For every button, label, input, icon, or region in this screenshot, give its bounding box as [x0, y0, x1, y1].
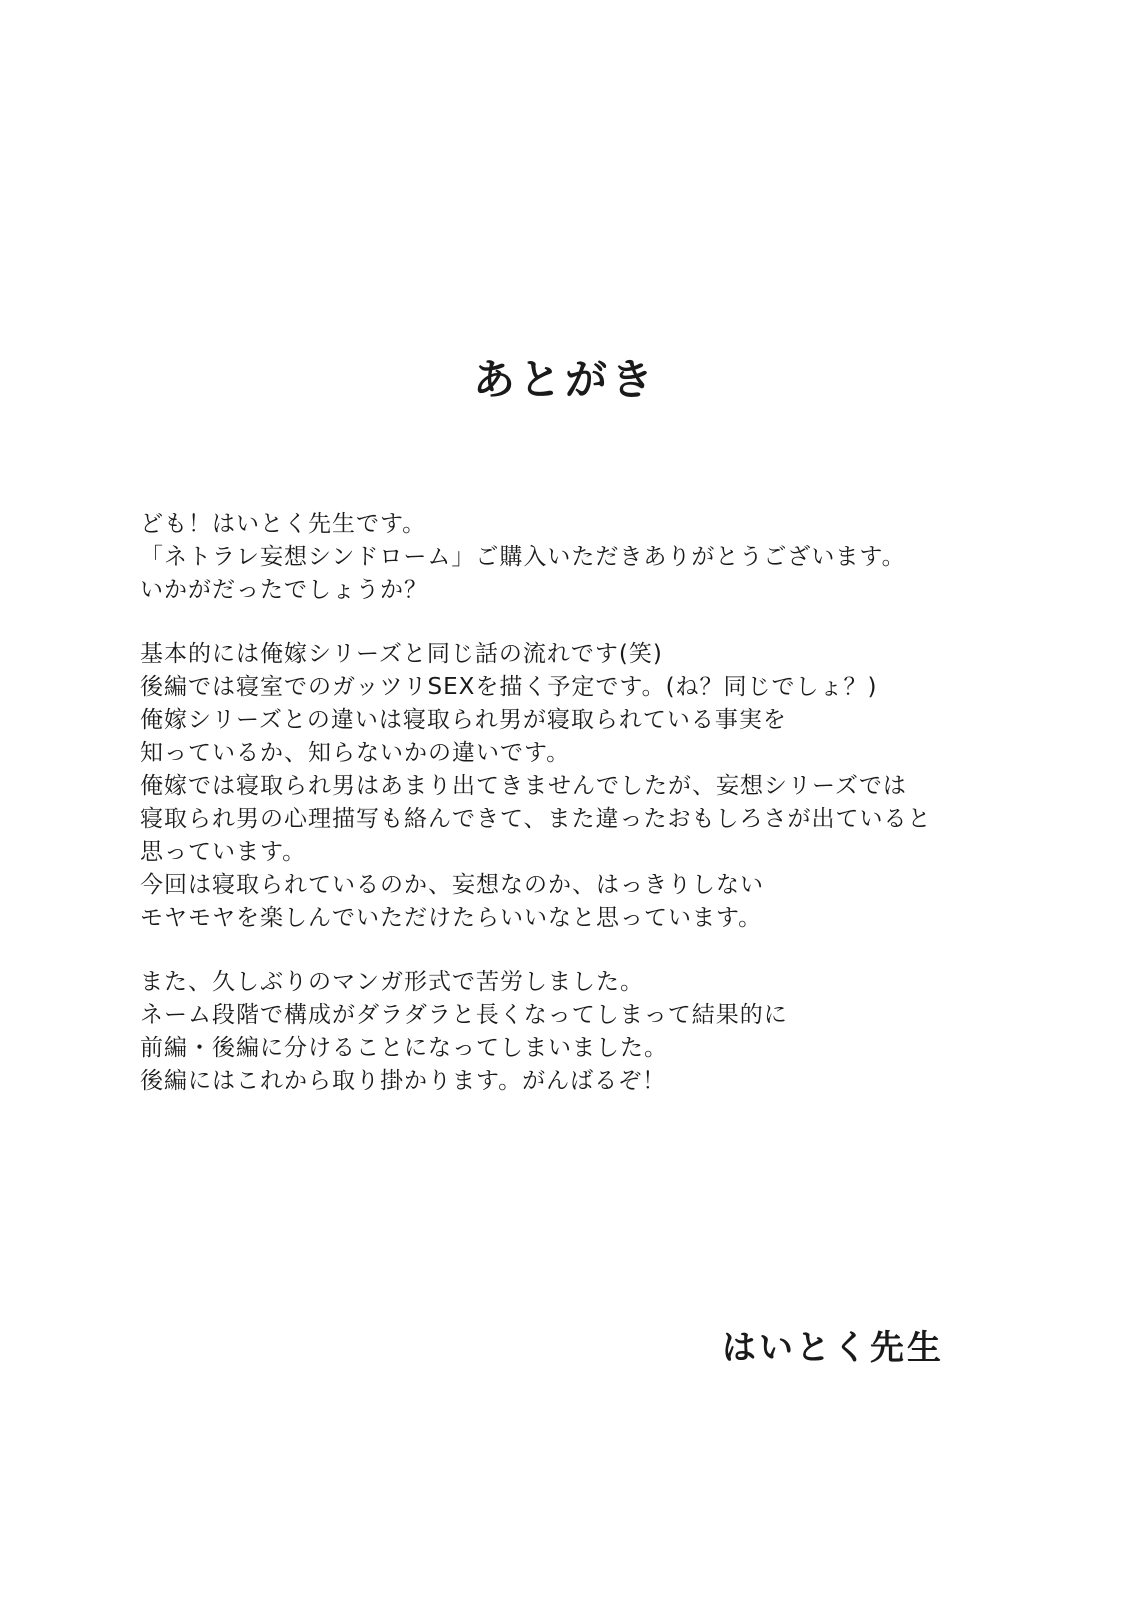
text-line: 知っているか、知らないかの違いです。 — [140, 740, 571, 766]
text-line: 俺嫁では寝取られ男はあまり出てきませんでしたが、妄想シリーズでは — [140, 773, 907, 799]
text-line: また、久しぶりのマンガ形式で苦労しました。 — [140, 969, 644, 995]
text-line: 後編にはこれから取り掛かります。がんばるぞ！ — [140, 1068, 667, 1094]
paragraph-greeting — [140, 508, 1040, 607]
text-line: 後編では寝室でのガッツリSEXを描く予定です。(ね？同じでしょ？) — [140, 674, 878, 700]
text-line: モヤモヤを楽しんでいただけたらいいなと思っています。 — [140, 905, 763, 931]
text-line: ネーム段階で構成がダラダラと長くなってしまって結果的に — [140, 1002, 788, 1028]
author-signature: はいとく先生 — [722, 1328, 944, 1368]
text-line: 俺嫁シリーズとの違いは寝取られ男が寝取られている事実を — [140, 707, 787, 733]
text-line: 「ネトラレ妄想シンドローム」ご購入いただきありがとうございます。 — [140, 544, 906, 570]
paragraph-story — [140, 638, 1040, 935]
text-line: 前編・後編に分けることになってしまいました。 — [140, 1035, 668, 1061]
paragraph-spacer — [140, 607, 1040, 638]
text-line: 思っています。 — [140, 839, 307, 865]
paragraph-closing — [140, 966, 1040, 1098]
afterword-body — [140, 508, 1040, 1098]
text-line: 寝取られ男の心理描写も絡んできて、また違ったおもしろさが出ていると — [140, 806, 932, 832]
text-line: 基本的には俺嫁シリーズと同じ話の流れです(笑) — [140, 641, 663, 667]
text-line: 今回は寝取られているのか、妄想なのか、はっきりしない — [140, 872, 764, 898]
page-title: あとがき — [472, 355, 657, 404]
paragraph-spacer — [140, 935, 1040, 966]
text-line: いかがだったでしょうか？ — [140, 577, 428, 603]
text-line: ども！はいとく先生です。 — [140, 511, 427, 537]
